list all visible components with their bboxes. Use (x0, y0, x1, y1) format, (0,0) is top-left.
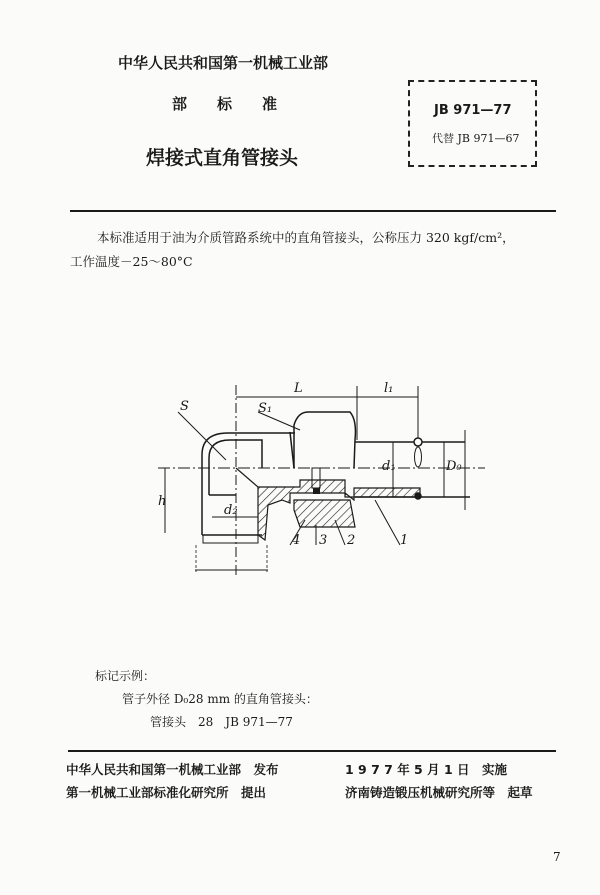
example-line1: 管子外径 D₀28 mm 的直角管接头： (122, 692, 318, 706)
label-l1: l₁ (384, 381, 394, 396)
standard-number: JB 971—77 (434, 103, 512, 118)
page-number: 7 (553, 850, 561, 864)
part-number-3: 3 (319, 533, 328, 548)
footer-drafter: 济南铸造锻压机械研究所等 起草 (345, 785, 533, 800)
label-L: L (294, 381, 303, 396)
label-S: S (180, 399, 189, 414)
scope-paragraph-line1: 本标准适用于油为介质管路系统中的直角管接头，公称压力 320 kgf/cm²， (97, 230, 515, 245)
label-d1: d₁ (382, 459, 396, 474)
footer-divider (68, 750, 556, 752)
footer-proposer: 第一机械工业部标准化研究所 提出 (66, 785, 267, 800)
part-number-1: 1 (400, 533, 409, 548)
footer-issuer: 中华人民共和国第一机械工业部 发布 (66, 762, 279, 777)
label-S1: S₁ (258, 401, 273, 416)
label-D0: D₀ (446, 459, 462, 474)
part-number-4: 4 (292, 533, 301, 548)
label-h: h (158, 494, 167, 509)
replaces-note: 代替 JB 971—67 (432, 132, 520, 145)
label-d2: d₂ (224, 503, 238, 518)
standard-type: 部 标 准 (172, 95, 278, 113)
page-title: 焊接式直角管接头 (146, 147, 299, 169)
footer-effective-date: 1 9 7 7 年 5 月 1 日 实施 (345, 762, 507, 777)
scope-paragraph-line2: 工作温度－25～80°C (70, 254, 193, 269)
part-number-2: 2 (347, 533, 356, 548)
example-heading: 标记示例： (95, 669, 156, 683)
ministry-header: 中华人民共和国第一机械工业部 (118, 54, 329, 72)
hatched-nut-section (294, 500, 355, 527)
example-line2: 管接头 28 JB 971—77 (150, 715, 293, 729)
